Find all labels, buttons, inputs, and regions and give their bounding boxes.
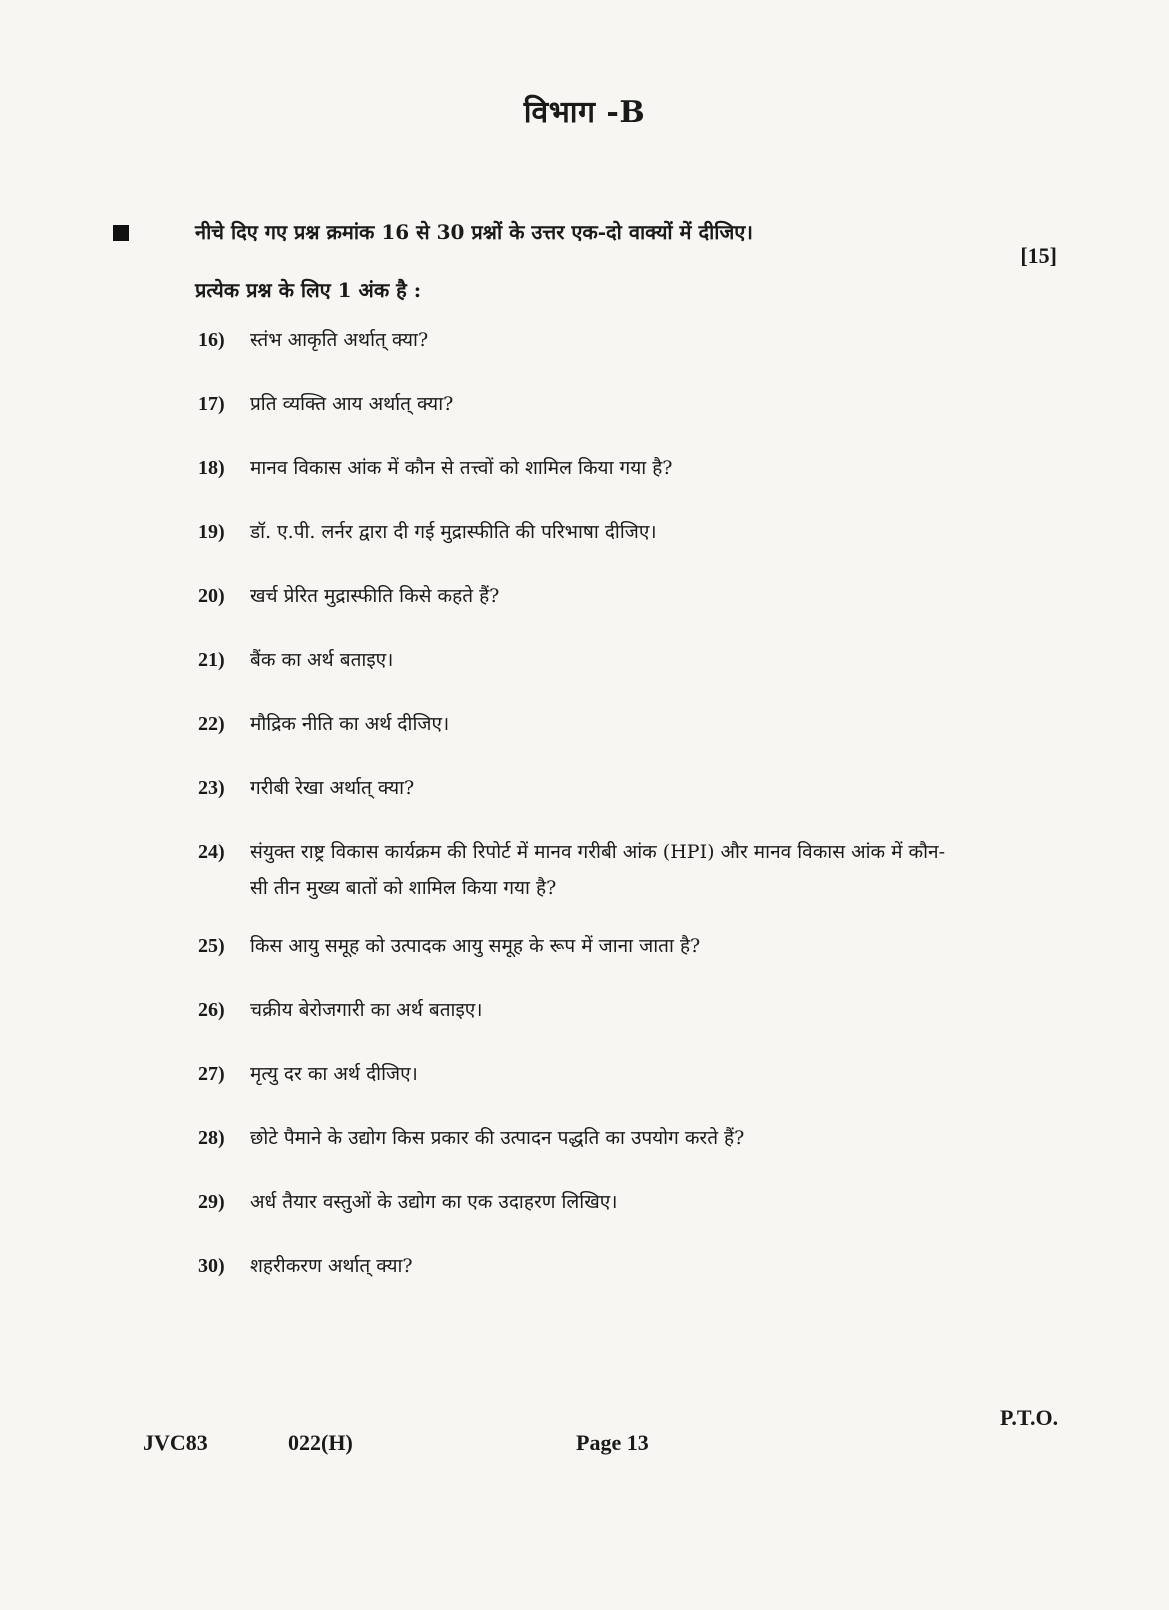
question-number: 22) [198,713,225,735]
question-number: 16) [198,329,225,351]
question-item [198,1184,958,1220]
question-item [198,642,958,678]
question-text: बैंक का अर्थ बताइए। [250,649,394,671]
question-number: 30) [198,1255,225,1277]
question-number: 29) [198,1191,225,1213]
question-text: मौद्रिक नीति का अर्थ दीजिए। [250,713,450,735]
question-number: 19) [198,521,225,543]
question-item [198,706,958,742]
question-text: खर्च प्रेरित मुद्रास्फीति किसे कहते हैं? [250,585,500,607]
question-text: शहरीकरण अर्थात् क्या? [250,1255,413,1277]
question-list [198,322,958,1312]
footer-paper-code: JVC83 [143,1430,208,1455]
section-title: विभाग -B [523,95,646,130]
instruction-line-2: प्रत्येक प्रश्न के लिए 1 अंक है : [195,278,422,302]
question-number: 27) [198,1063,225,1085]
question-item [198,514,958,550]
question-item [198,928,958,964]
question-text: छोटे पैमाने के उद्योग किस प्रकार की उत्पादन पद्धति का उपयोग करते हैं? [250,1127,745,1149]
footer-pto: P.T.O. [1000,1405,1059,1430]
question-item [198,578,958,614]
question-item [198,992,958,1028]
marks-label: [15] [1020,243,1057,268]
question-text: किस आयु समूह को उत्पादक आयु समूह के रूप में जाना जाता है? [250,935,701,957]
question-number: 25) [198,935,225,957]
question-item [198,1120,958,1156]
footer-page-number: Page 13 [576,1430,649,1455]
question-text: चक्रीय बेरोजगारी का अर्थ बताइए। [250,999,483,1021]
question-text: स्तंभ आकृति अर्थात् क्या? [250,329,429,351]
instruction-block [195,203,975,319]
question-item [198,770,958,806]
question-text: अर्ध तैयार वस्तुओं के उद्योग का एक उदाहरण लिखिए। [250,1191,618,1213]
question-text: मृत्यु दर का अर्थ दीजिए। [250,1063,418,1085]
question-number: 21) [198,649,225,671]
question-text: प्रति व्यक्ति आय अर्थात् क्या? [250,393,454,415]
question-number: 23) [198,777,225,799]
footer-subject-code: 022(H) [288,1430,353,1455]
question-text: संयुक्त राष्ट्र विकास कार्यक्रम की रिपोर्ट में मानव गरीबी आंक (HPI) और मानव विकास आंक में कौन-सी तीन मुख्य बातों को शामिल किया गया है? [250,841,946,899]
question-number: 28) [198,1127,225,1149]
question-number: 17) [198,393,225,415]
bullet-square-icon [113,225,129,241]
question-text: मानव विकास आंक में कौन से तत्त्वों को शामिल किया गया है? [250,457,673,479]
question-item [198,1248,958,1284]
instruction-line-1: नीचे दिए गए प्रश्न क्रमांक 16 से 30 प्रश्नों के उत्तर एक-दो वाक्यों में दीजिए। [195,220,753,244]
question-number: 20) [198,585,225,607]
question-item [198,322,958,358]
question-item [198,450,958,486]
question-item [198,386,958,422]
question-text: डॉ. ए.पी. लर्नर द्वारा दी गई मुद्रास्फीति की परिभाषा दीजिए। [250,521,657,543]
question-number: 24) [198,841,225,863]
question-item [198,834,958,906]
question-text: गरीबी रेखा अर्थात् क्या? [250,777,415,799]
question-item [198,1056,958,1092]
question-number: 18) [198,457,225,479]
question-number: 26) [198,999,225,1021]
